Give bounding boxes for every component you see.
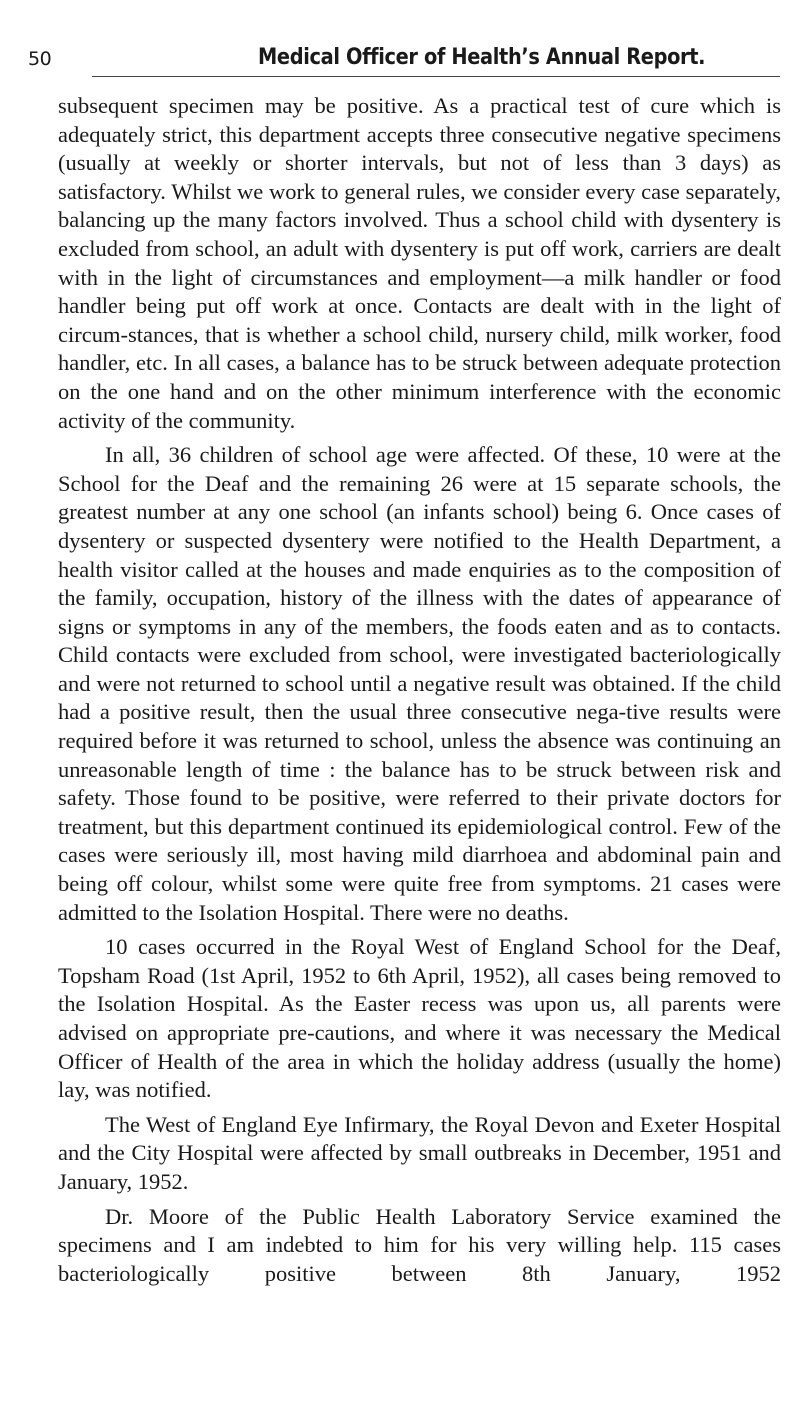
- body-text: [58, 92, 781, 1288]
- paragraph-hospitals: The West of England Eye Infirmary, the Royal Devon and Exeter Hospital and the City Hospital were affected by small outbreaks in December, 1951 and January, 1952.: [58, 1111, 781, 1194]
- report-title: Medical Officer of Health’s Annual Report.: [258, 45, 706, 70]
- header-rule: [92, 76, 780, 77]
- paragraph-laboratory: Dr. Moore of the Public Health Laboratory Service examined the specimens and I am indebted to him for his very willing help. 115 cases bacteriologically positive between 8th January, 1952: [58, 1203, 781, 1286]
- paragraph-continuation: subsequent specimen may be positive. As a practical test of cure which is adequately strict, this department accepts three consecutive negative specimens (usually at weekly or shorter intervals, but not of less than 3 days) as satisfactory. Whilst we work to general rules, we consider every case separately, balancing up the many factors involved. Thus a school child with dysentery is excluded from school, an adult with dysentery is put off work, carriers are dealt with in the light of circumstances and employment—a milk handler or food handler being put off work at once. Contacts are dealt with in the light of circum-stances, that is whether a school child, nursery child, milk worker, food handler, etc. In all cases, a balance has to be struck between adequate protection on the one hand and on the other minimum interference with the economic activity of the community.: [58, 93, 781, 433]
- running-header: [28, 45, 780, 78]
- paragraph-deaf-school: 10 cases occurred in the Royal West of England School for the Deaf, Topsham Road (1st April, 1952 to 6th April, 1952), all cases being removed to the Isolation Hospital. As the Easter recess was upon us, all parents were advised on appropriate pre-cautions, and where it was necessary the Medical Officer of Health of the area in which the holiday address (usually the home) lay, was notified.: [58, 934, 781, 1103]
- page-number: 50: [28, 48, 52, 70]
- paragraph-school-children: In all, 36 children of school age were affected. Of these, 10 were at the School for the Deaf and the remaining 26 were at 15 separate schools, the greatest number at any one school (an infants school) being 6. Once cases of dysentery or suspected dysentery were notified to the Health Department, a health visitor called at the houses and made enquiries as to the composition of the family, occupation, history of the illness with the dates of appearance of signs or symptoms in any of the members, the foods eaten and as to contacts. Child contacts were excluded from school, were investigated bacteriologically and were not returned to school until a negative result was obtained. If the child had a positive result, then the usual three consecutive nega-tive results were required before it was returned to school, unless the absence was continuing an unreasonable length of time : the balance has to be struck between risk and safety. Those found to be positive, were referred to their private doctors for treatment, but this department continued its epidemiological control. Few of the cases were seriously ill, most having mild diarrhoea and abdominal pain and being off colour, whilst some were quite free from symptoms. 21 cases were admitted to the Isolation Hospital. There were no deaths.: [58, 442, 781, 925]
